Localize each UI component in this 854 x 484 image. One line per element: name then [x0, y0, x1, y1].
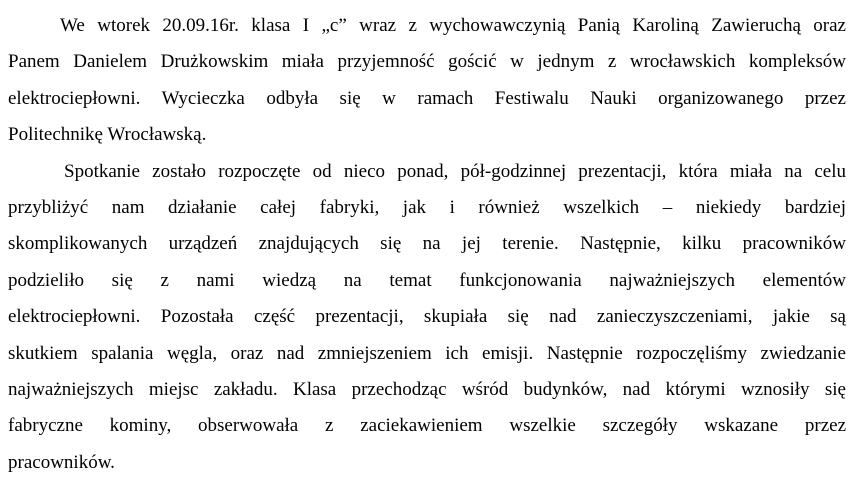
text-line: przybliżyć nam działanie całej fabryki, jak i również wszelkich – niekiedy bardziej: [8, 196, 846, 218]
text-line: elektrociepłowni. Wycieczka odbyła się w ramach Festiwalu Nauki organizowanego przez: [8, 87, 846, 109]
text-line: elektrociepłowni. Pozostała część prezentacji, skupiała się nad zanieczyszczeniami, jakie są: [8, 306, 846, 328]
text-line: pracowników.: [8, 451, 115, 473]
text-line: skutkiem spalania węgla, oraz nad zmniejszeniem ich emisji. Następnie rozpoczęliśmy zwiedzanie: [8, 342, 846, 364]
paragraph-1: [8, 8, 846, 154]
text-line: podzieliło się z nami wiedzą na temat funkcjonowania najważniejszych elementów: [8, 269, 846, 291]
text-line: fabryczne kominy, obserwowała z zaciekawieniem wszelkie szczegóły wskazane przez: [8, 415, 846, 437]
text-line: Panem Danielem Drużkowskim miała przyjemność gościć w jednym z wrocławskich kompleksów: [8, 51, 846, 73]
text-line: Spotkanie zostało rozpoczęte od nieco ponad, pół-godzinnej prezentacji, która miała na celu: [64, 160, 846, 182]
text-line: Politechnikę Wrocławską.: [8, 124, 207, 146]
paragraph-2: [8, 154, 846, 482]
text-line: We wtorek 20.09.16r. klasa I „c” wraz z wychowawczynią Panią Karoliną Zawieruchą oraz: [60, 15, 846, 36]
text-line: najważniejszych miejsc zakładu. Klasa przechodząc wśród budynków, nad którymi wznosiły się: [8, 378, 846, 400]
text-line: skomplikowanych urządzeń znajdujących się na jej terenie. Następnie, kilku pracowników: [8, 233, 846, 255]
